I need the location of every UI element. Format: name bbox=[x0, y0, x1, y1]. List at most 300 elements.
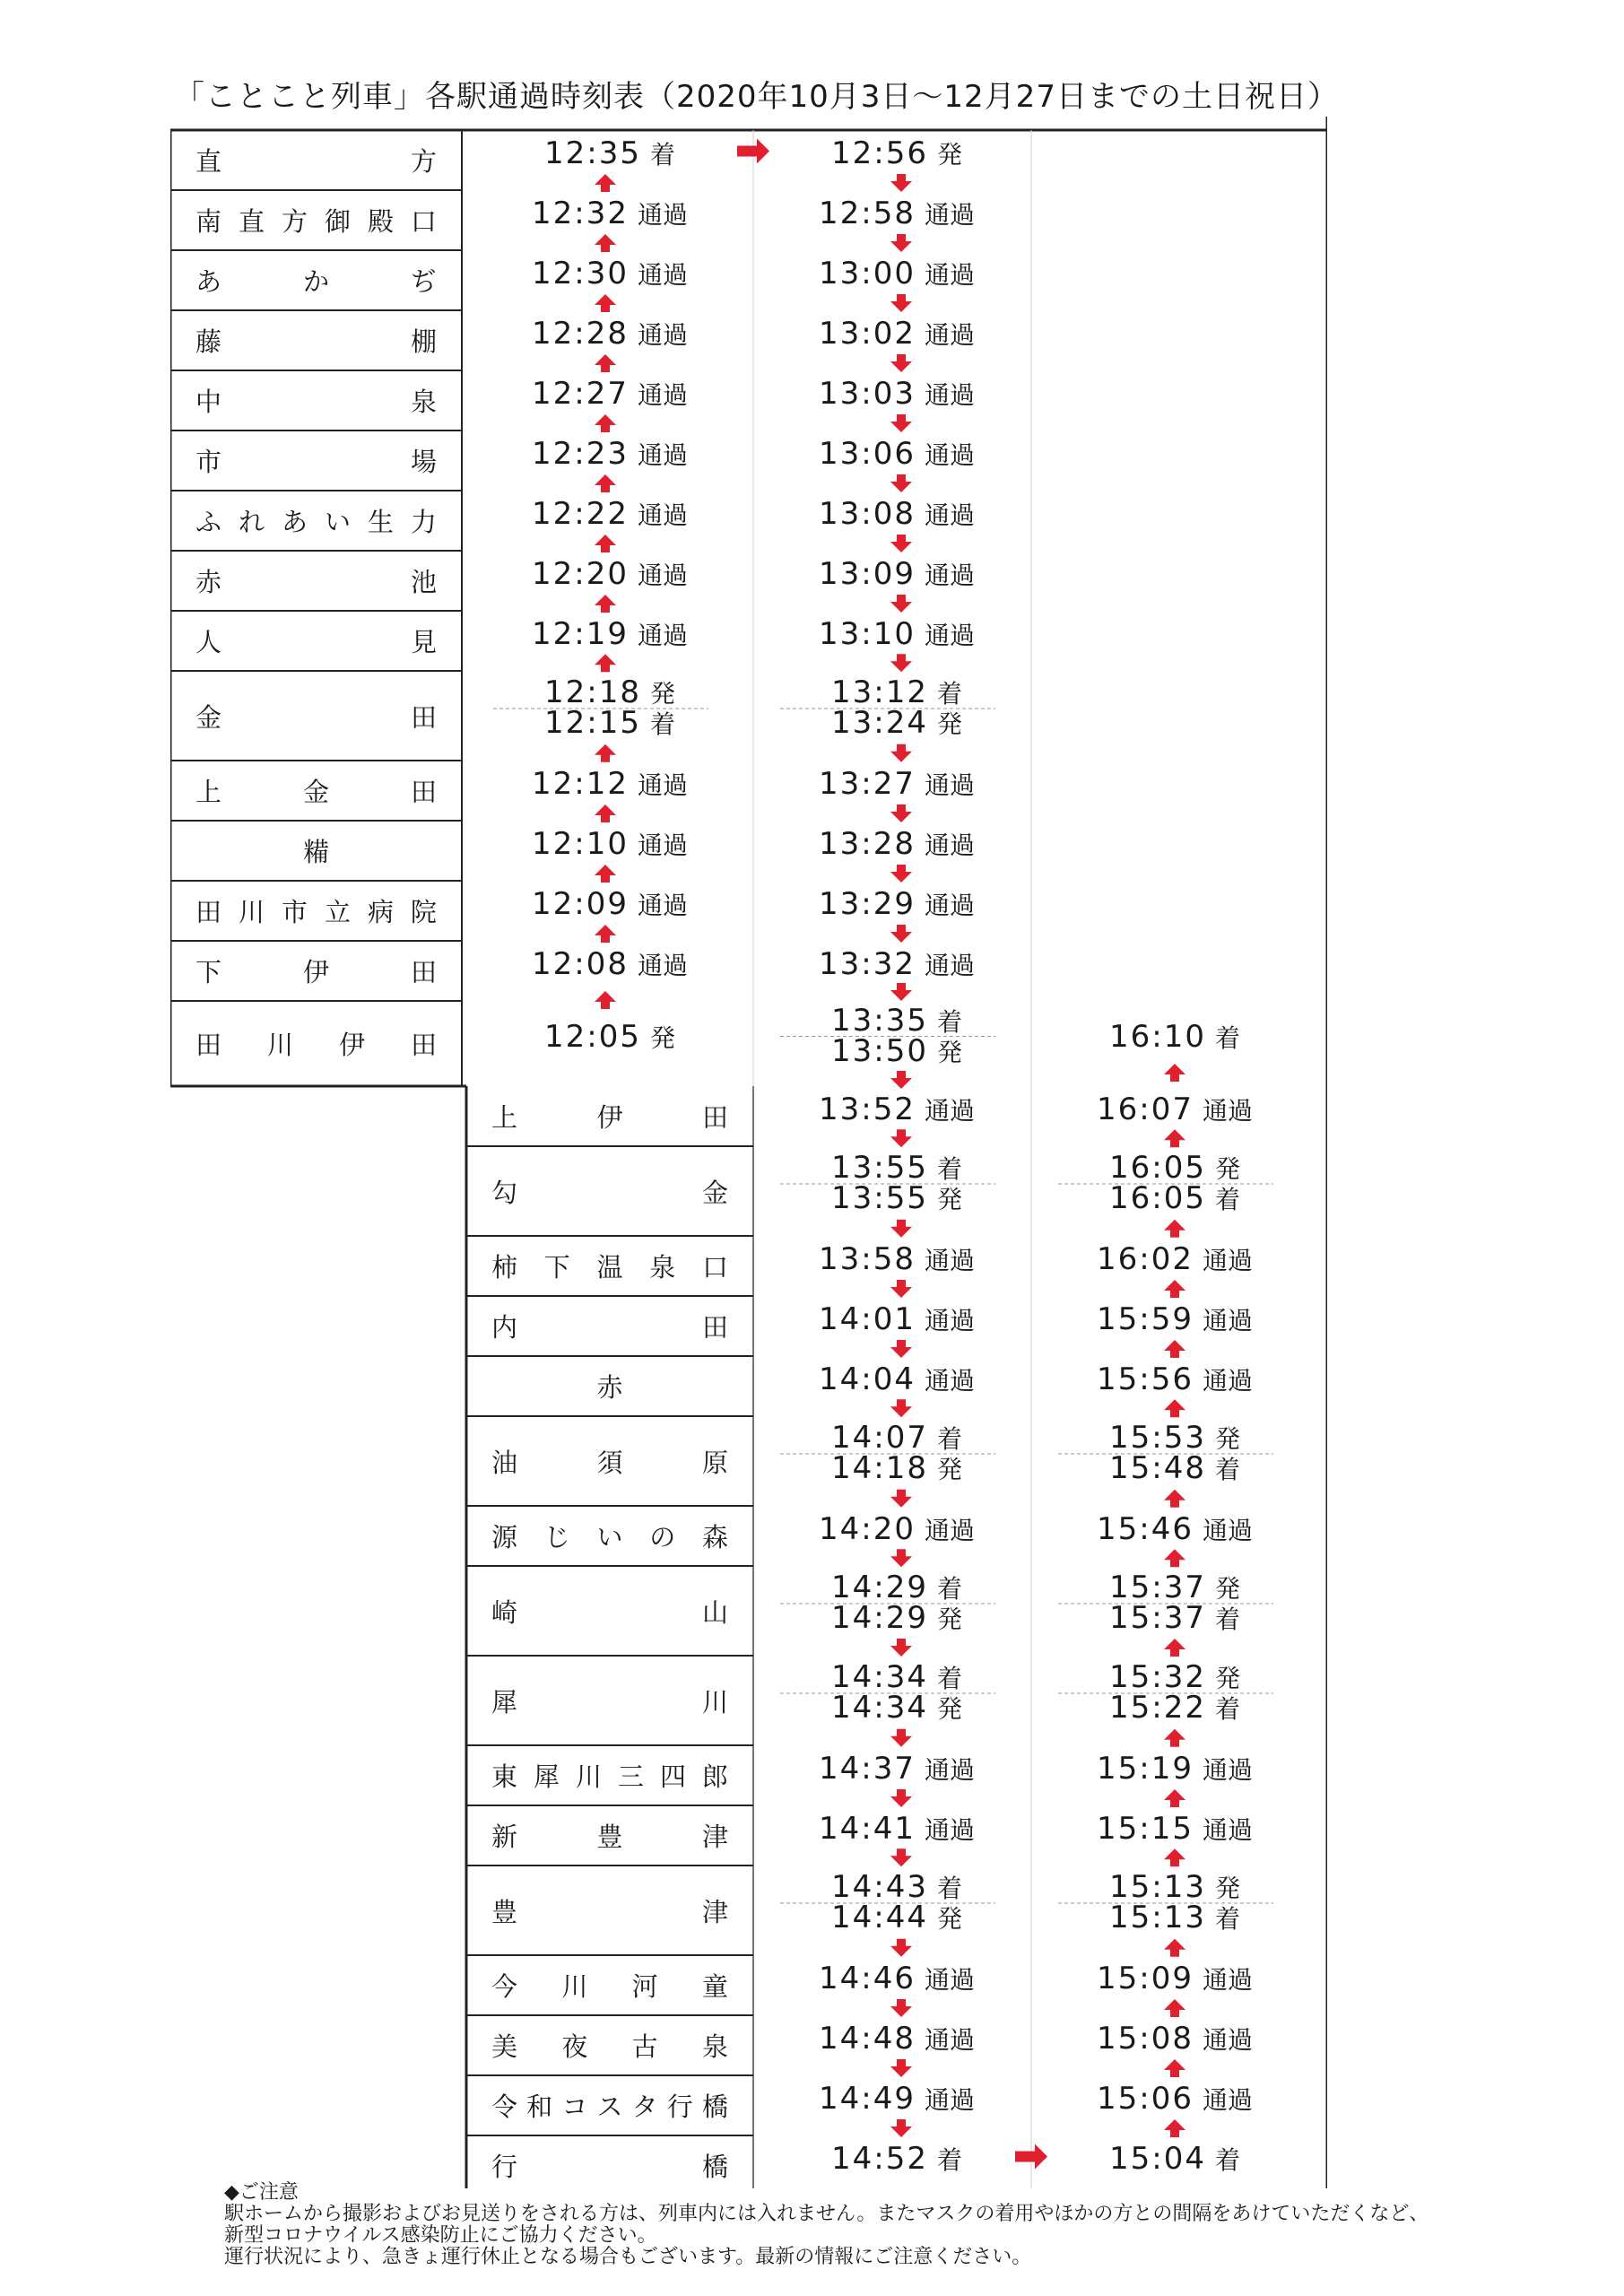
time-entry bbox=[798, 1241, 995, 1277]
time-value: 16:05 bbox=[1109, 1180, 1206, 1216]
notes-line: 運行状況により、急きょ運行休止となる場合もございます。最新の情報にご注意ください。 bbox=[224, 2246, 1032, 2268]
station-name bbox=[491, 2075, 728, 2135]
time-entry bbox=[798, 705, 995, 741]
time-value: 14:48 bbox=[819, 2020, 916, 2057]
station-name-char: 崎 bbox=[491, 1596, 518, 1628]
time-kind: 着 bbox=[936, 1664, 962, 1693]
arrow-up-icon bbox=[1164, 1220, 1185, 1238]
time-kind: 発 bbox=[936, 1185, 962, 1214]
arrow-up-icon bbox=[595, 865, 616, 883]
time-value: 12:23 bbox=[532, 435, 629, 472]
time-kind: 着 bbox=[1214, 1022, 1240, 1053]
arrow-down-icon bbox=[890, 1999, 912, 2017]
time-kind: 通過 bbox=[924, 259, 975, 290]
time-value: 12:30 bbox=[532, 255, 629, 291]
station-name-char: 三 bbox=[617, 1761, 644, 1792]
arrow-down-icon bbox=[890, 174, 912, 192]
station-name-char: 下 bbox=[543, 1252, 570, 1283]
time-kind: 通過 bbox=[924, 2024, 975, 2055]
time-entry bbox=[798, 2081, 995, 2117]
station-name-char: 口 bbox=[701, 1252, 728, 1283]
time-kind: 発 bbox=[936, 1904, 962, 1934]
station-name bbox=[491, 1805, 728, 1866]
time-entry bbox=[798, 1811, 995, 1847]
time-entry bbox=[511, 135, 708, 171]
time-kind: 着 bbox=[936, 2144, 962, 2175]
time-value: 14:52 bbox=[831, 2140, 928, 2177]
time-value: 14:01 bbox=[819, 1300, 916, 1337]
time-kind: 通過 bbox=[924, 1754, 975, 1785]
time-kind: 発 bbox=[1214, 1874, 1240, 1903]
station-name-char: 上 bbox=[195, 777, 222, 807]
station-name-char: 見 bbox=[410, 627, 437, 657]
station-name bbox=[491, 1296, 728, 1356]
arrow-up-icon bbox=[1164, 1848, 1185, 1866]
time-value: 14:29 bbox=[831, 1600, 928, 1636]
time-kind: 通過 bbox=[1202, 1245, 1253, 1275]
arrow-up-icon bbox=[595, 234, 616, 252]
arrow-up-icon bbox=[595, 174, 616, 192]
arrow-down-icon bbox=[890, 1789, 912, 1807]
station-name-char: 直 bbox=[238, 206, 265, 237]
time-kind: 発 bbox=[936, 1605, 962, 1634]
time-value: 12:27 bbox=[532, 375, 629, 412]
arrow-up-icon bbox=[595, 414, 616, 432]
time-kind: 通過 bbox=[924, 1305, 975, 1335]
station-name-char: 四 bbox=[659, 1761, 686, 1792]
arrow-down-icon bbox=[890, 414, 912, 432]
time-entry bbox=[1076, 1301, 1273, 1337]
arrow-up-icon bbox=[1164, 1064, 1185, 1082]
arrow-down-icon bbox=[890, 983, 912, 1001]
time-entry bbox=[511, 316, 708, 352]
time-kind: 発 bbox=[1214, 1154, 1240, 1184]
time-value: 14:41 bbox=[819, 1810, 916, 1847]
station-name-char: 市 bbox=[195, 447, 222, 477]
time-kind: 通過 bbox=[1202, 2084, 1253, 2115]
station-name bbox=[195, 671, 437, 761]
arrow-up-icon bbox=[595, 991, 616, 1009]
time-entry bbox=[511, 376, 708, 412]
station-name-char: 殿 bbox=[367, 206, 394, 237]
time-kind: 発 bbox=[1214, 1574, 1240, 1604]
time-entry bbox=[1076, 1690, 1273, 1726]
time-kind: 発 bbox=[936, 1455, 962, 1484]
arrow-down-icon bbox=[890, 1071, 912, 1089]
station-name-char: 柿 bbox=[491, 1252, 518, 1283]
time-kind: 通過 bbox=[924, 1095, 975, 1126]
time-entry bbox=[1076, 1600, 1273, 1636]
station-name-char: 田 bbox=[195, 1030, 222, 1060]
time-kind: 通過 bbox=[1202, 1814, 1253, 1845]
station-name-char: 勾 bbox=[491, 1177, 518, 1208]
station-name-char: 田 bbox=[195, 897, 222, 927]
time-kind: 通過 bbox=[924, 830, 975, 860]
station-name bbox=[195, 1001, 437, 1086]
station-name-char: 口 bbox=[410, 206, 437, 237]
time-value: 12:35 bbox=[544, 135, 641, 171]
arrow-up-icon bbox=[595, 744, 616, 762]
station-name-char: 橋 bbox=[701, 2152, 728, 2182]
station-name-char: 金 bbox=[302, 777, 329, 807]
station-name-char: 橋 bbox=[701, 2092, 728, 2122]
time-kind: 通過 bbox=[924, 319, 975, 350]
time-value: 13:29 bbox=[819, 885, 916, 922]
station-name-char: 場 bbox=[410, 447, 437, 477]
time-entry bbox=[511, 766, 708, 802]
station-name-char: 下 bbox=[195, 957, 222, 987]
station-name: 赤 bbox=[596, 1372, 623, 1403]
station-name bbox=[491, 2015, 728, 2075]
station-name bbox=[195, 551, 437, 611]
station-name-char: 川 bbox=[266, 1030, 293, 1060]
time-entry bbox=[798, 886, 995, 922]
station-name-char: い bbox=[324, 507, 351, 537]
station-name-char: 棚 bbox=[410, 326, 437, 357]
station-name-char: 池 bbox=[410, 567, 437, 597]
station-name bbox=[491, 1416, 728, 1506]
station-name-char: あ bbox=[281, 507, 308, 537]
station-name-char: 伊 bbox=[302, 957, 329, 987]
time-entry bbox=[798, 1511, 995, 1547]
time-kind: 通過 bbox=[1202, 1754, 1253, 1785]
arrow-up-icon bbox=[595, 804, 616, 822]
time-value: 12:22 bbox=[532, 495, 629, 532]
time-value: 15:04 bbox=[1109, 2140, 1206, 2177]
station-name-char: 泉 bbox=[701, 2031, 728, 2062]
time-kind: 発 bbox=[936, 139, 962, 170]
time-entry bbox=[1076, 1450, 1273, 1486]
time-kind: 通過 bbox=[924, 950, 975, 980]
time-value: 14:34 bbox=[831, 1690, 928, 1726]
time-kind: 着 bbox=[1214, 1455, 1240, 1484]
time-value: 15:19 bbox=[1097, 1750, 1194, 1787]
time-entry bbox=[798, 946, 995, 982]
arrow-up-icon bbox=[595, 535, 616, 552]
time-value: 13:02 bbox=[819, 315, 916, 352]
time-value: 12:18 bbox=[544, 674, 641, 710]
station-name-char: あ bbox=[195, 266, 222, 297]
time-value: 12:28 bbox=[532, 315, 629, 352]
station-name-char: タ bbox=[631, 2092, 658, 2122]
arrow-up-icon bbox=[595, 654, 616, 672]
station-name: 糒 bbox=[302, 837, 329, 867]
time-value: 14:43 bbox=[831, 1869, 928, 1905]
arrow-up-icon bbox=[595, 925, 616, 943]
station-name-char: 藤 bbox=[195, 326, 222, 357]
time-entry bbox=[511, 556, 708, 592]
arrow-down-icon bbox=[890, 294, 912, 312]
time-entry bbox=[798, 616, 995, 652]
station-name-char: 東 bbox=[491, 1761, 518, 1792]
station-name bbox=[195, 611, 437, 671]
station-name-char: 病 bbox=[367, 897, 394, 927]
time-value: 14:04 bbox=[819, 1361, 916, 1397]
time-value: 14:07 bbox=[831, 1420, 928, 1456]
time-value: 15:15 bbox=[1097, 1810, 1194, 1847]
time-entry bbox=[1076, 1019, 1273, 1055]
station-name bbox=[491, 1656, 728, 1745]
time-value: 13:08 bbox=[819, 495, 916, 532]
station-name-char: 伊 bbox=[338, 1030, 365, 1060]
arrow-down-icon bbox=[890, 1129, 912, 1147]
time-value: 13:03 bbox=[819, 375, 916, 412]
time-kind: 発 bbox=[1214, 1664, 1240, 1693]
station-name-char: 泉 bbox=[649, 1252, 676, 1283]
station-name-char: 力 bbox=[410, 507, 437, 537]
arrow-down-icon bbox=[890, 865, 912, 883]
time-kind: 通過 bbox=[924, 890, 975, 920]
station-name-char: の bbox=[649, 1522, 676, 1552]
time-kind: 通過 bbox=[924, 560, 975, 590]
time-value: 14:37 bbox=[819, 1750, 916, 1787]
station-name-char: 行 bbox=[491, 2152, 518, 2182]
time-value: 14:20 bbox=[819, 1510, 916, 1547]
time-kind: 発 bbox=[649, 1022, 675, 1053]
time-value: 15:06 bbox=[1097, 2080, 1194, 2117]
time-value: 15:32 bbox=[1109, 1659, 1206, 1695]
arrow-up-icon bbox=[595, 294, 616, 312]
time-entry bbox=[798, 496, 995, 532]
page-title: 「ことこと列車」各駅通過時刻表（2020年10月3日～12月27日までの土日祝日） bbox=[174, 79, 1339, 115]
arrow-down-icon bbox=[890, 1399, 912, 1417]
arrow-down-icon bbox=[890, 1340, 912, 1358]
time-value: 12:05 bbox=[544, 1018, 641, 1055]
station-name-char: 田 bbox=[701, 1312, 728, 1343]
arrow-up-icon bbox=[595, 354, 616, 372]
time-kind: 通過 bbox=[924, 770, 975, 800]
station-name bbox=[195, 310, 437, 370]
time-entry bbox=[798, 1751, 995, 1787]
station-name-char: ス bbox=[596, 2092, 623, 2122]
arrow-down-icon bbox=[890, 1939, 912, 1957]
station-name bbox=[195, 430, 437, 491]
time-value: 15:13 bbox=[1109, 1900, 1206, 1935]
time-kind: 発 bbox=[1214, 1424, 1240, 1454]
arrow-up-icon bbox=[1164, 1549, 1185, 1567]
time-entry bbox=[798, 1900, 995, 1935]
station-name-char: 今 bbox=[491, 1971, 518, 2002]
time-entry bbox=[798, 1361, 995, 1397]
station-name-char: コ bbox=[561, 2092, 588, 2122]
time-entry bbox=[1076, 2021, 1273, 2057]
time-kind: 着 bbox=[936, 1574, 962, 1604]
arrow-up-icon bbox=[1164, 1999, 1185, 2017]
time-value: 15:46 bbox=[1097, 1510, 1194, 1547]
station-name-char: 和 bbox=[526, 2092, 553, 2122]
station-name-char: 森 bbox=[701, 1522, 728, 1552]
time-value: 13:32 bbox=[819, 945, 916, 982]
station-name-char: 院 bbox=[410, 897, 437, 927]
arrow-up-icon bbox=[1164, 1340, 1185, 1358]
time-kind: 着 bbox=[649, 139, 675, 170]
station-name-char: 中 bbox=[195, 387, 222, 417]
time-kind: 着 bbox=[1214, 2144, 1240, 2175]
time-value: 12:56 bbox=[831, 135, 928, 171]
time-entry bbox=[511, 705, 708, 741]
time-value: 16:10 bbox=[1109, 1018, 1206, 1055]
time-entry bbox=[798, 2141, 995, 2177]
time-value: 14:18 bbox=[831, 1450, 928, 1486]
time-value: 16:05 bbox=[1109, 1150, 1206, 1186]
station-name-char: 田 bbox=[410, 701, 437, 733]
arrow-down-icon bbox=[890, 1490, 912, 1508]
arrow-down-icon bbox=[890, 1280, 912, 1298]
station-name bbox=[491, 1955, 728, 2015]
time-kind: 通過 bbox=[924, 500, 975, 530]
arrow-down-icon bbox=[890, 354, 912, 372]
time-entry bbox=[1076, 1091, 1273, 1127]
time-kind: 通過 bbox=[924, 439, 975, 470]
arrow-down-icon bbox=[890, 1729, 912, 1747]
time-entry bbox=[511, 1019, 708, 1055]
station-name-char: 源 bbox=[491, 1522, 518, 1552]
station-name bbox=[491, 1086, 728, 1146]
station-name-char: 山 bbox=[701, 1596, 728, 1628]
time-entry bbox=[798, 1301, 995, 1337]
time-entry bbox=[511, 616, 708, 652]
station-name-char: 川 bbox=[238, 897, 265, 927]
time-kind: 通過 bbox=[1202, 1365, 1253, 1396]
time-entry bbox=[798, 256, 995, 291]
arrow-down-icon bbox=[890, 474, 912, 492]
time-entry bbox=[511, 946, 708, 982]
time-entry bbox=[511, 886, 708, 922]
time-value: 14:34 bbox=[831, 1659, 928, 1695]
station-name-char: 上 bbox=[491, 1102, 518, 1133]
station-name-char: 河 bbox=[631, 1971, 658, 2002]
time-entry bbox=[511, 196, 708, 231]
station-name bbox=[491, 1745, 728, 1805]
time-value: 15:59 bbox=[1097, 1300, 1194, 1337]
station-name-char: 郎 bbox=[701, 1761, 728, 1792]
time-entry bbox=[798, 826, 995, 862]
station-name-char: 田 bbox=[701, 1102, 728, 1133]
time-value: 13:28 bbox=[819, 825, 916, 862]
time-kind: 着 bbox=[1214, 1694, 1240, 1724]
time-kind: 通過 bbox=[924, 620, 975, 650]
time-kind: 通過 bbox=[637, 890, 688, 920]
station-name-char: 須 bbox=[596, 1447, 623, 1478]
arrow-down-icon bbox=[890, 804, 912, 822]
station-name-char: 行 bbox=[666, 2092, 693, 2122]
station-name bbox=[195, 130, 437, 190]
time-value: 12:09 bbox=[532, 885, 629, 922]
station-name-char: 新 bbox=[491, 1822, 518, 1852]
station-name-char: 犀 bbox=[533, 1761, 560, 1792]
time-value: 15:48 bbox=[1109, 1450, 1206, 1486]
station-name-char: 津 bbox=[701, 1896, 728, 1927]
time-value: 12:32 bbox=[532, 195, 629, 231]
time-entry bbox=[798, 556, 995, 592]
arrow-up-icon bbox=[595, 474, 616, 492]
station-name-char: 田 bbox=[410, 1030, 437, 1060]
time-value: 12:58 bbox=[819, 195, 916, 231]
station-name bbox=[195, 190, 437, 250]
arrow-up-icon bbox=[1164, 1939, 1185, 1957]
station-name-char: い bbox=[596, 1522, 623, 1552]
station-name bbox=[195, 250, 437, 310]
arrow-up-icon bbox=[1164, 1639, 1185, 1657]
time-kind: 通過 bbox=[637, 379, 688, 410]
time-kind: 着 bbox=[936, 1006, 962, 1037]
time-value: 12:10 bbox=[532, 825, 629, 862]
time-value: 13:50 bbox=[831, 1032, 928, 1069]
arrow-down-icon bbox=[890, 925, 912, 943]
station-name-char: 直 bbox=[195, 146, 222, 177]
time-kind: 通過 bbox=[924, 2084, 975, 2115]
station-name-char: 古 bbox=[631, 2031, 658, 2062]
time-entry bbox=[1076, 1811, 1273, 1847]
station-name bbox=[491, 1866, 728, 1955]
time-kind: 通過 bbox=[637, 259, 688, 290]
time-entry bbox=[1076, 2141, 1273, 2177]
time-kind: 通過 bbox=[1202, 2024, 1253, 2055]
station-name bbox=[195, 491, 437, 551]
time-kind: 通過 bbox=[637, 620, 688, 650]
station-name-char: 泉 bbox=[410, 387, 437, 417]
time-entry bbox=[1076, 1511, 1273, 1547]
time-entry bbox=[798, 1091, 995, 1127]
notes-line: 新型コロナウイルス感染防止にご協力ください。 bbox=[224, 2224, 657, 2247]
time-entry bbox=[1076, 1900, 1273, 1935]
arrow-down-icon bbox=[890, 744, 912, 762]
time-value: 13:58 bbox=[819, 1240, 916, 1277]
time-kind: 着 bbox=[936, 1874, 962, 1903]
arrow-down-icon bbox=[890, 654, 912, 672]
station-name bbox=[491, 1236, 728, 1296]
time-entry bbox=[798, 376, 995, 412]
time-entry bbox=[798, 316, 995, 352]
time-value: 13:10 bbox=[819, 615, 916, 652]
time-kind: 発 bbox=[649, 679, 675, 709]
station-name-char: 赤 bbox=[195, 567, 222, 597]
station-name-char: 南 bbox=[195, 206, 222, 237]
time-value: 14:44 bbox=[831, 1900, 928, 1935]
station-name-char: か bbox=[302, 266, 329, 297]
time-kind: 通過 bbox=[637, 830, 688, 860]
station-name bbox=[491, 1506, 728, 1566]
station-name-char: 人 bbox=[195, 627, 222, 657]
time-kind: 着 bbox=[649, 709, 675, 739]
time-kind: 通過 bbox=[924, 1245, 975, 1275]
station-name bbox=[195, 370, 437, 430]
station-name-char: 御 bbox=[324, 206, 351, 237]
time-kind: 着 bbox=[936, 679, 962, 709]
station-name-char: 津 bbox=[701, 1822, 728, 1852]
time-entry bbox=[798, 436, 995, 472]
time-value: 13:24 bbox=[831, 705, 928, 741]
station-name-char: 田 bbox=[410, 777, 437, 807]
arrow-down-icon bbox=[890, 1848, 912, 1866]
time-kind: 通過 bbox=[637, 500, 688, 530]
time-value: 15:13 bbox=[1109, 1869, 1206, 1905]
time-entry bbox=[1076, 1180, 1273, 1216]
station-name-char: 金 bbox=[701, 1177, 728, 1208]
station-name-char: 方 bbox=[410, 146, 437, 177]
time-value: 13:06 bbox=[819, 435, 916, 472]
arrow-down-icon bbox=[890, 234, 912, 252]
station-name-char: れ bbox=[238, 507, 265, 537]
time-value: 14:46 bbox=[819, 1960, 916, 1996]
time-kind: 発 bbox=[936, 1037, 962, 1067]
station-name-char: 美 bbox=[491, 2031, 518, 2062]
time-value: 12:20 bbox=[532, 555, 629, 592]
arrow-down-icon bbox=[890, 1220, 912, 1238]
time-entry bbox=[1076, 2081, 1273, 2117]
station-name bbox=[195, 941, 437, 1001]
time-kind: 通過 bbox=[1202, 1515, 1253, 1545]
